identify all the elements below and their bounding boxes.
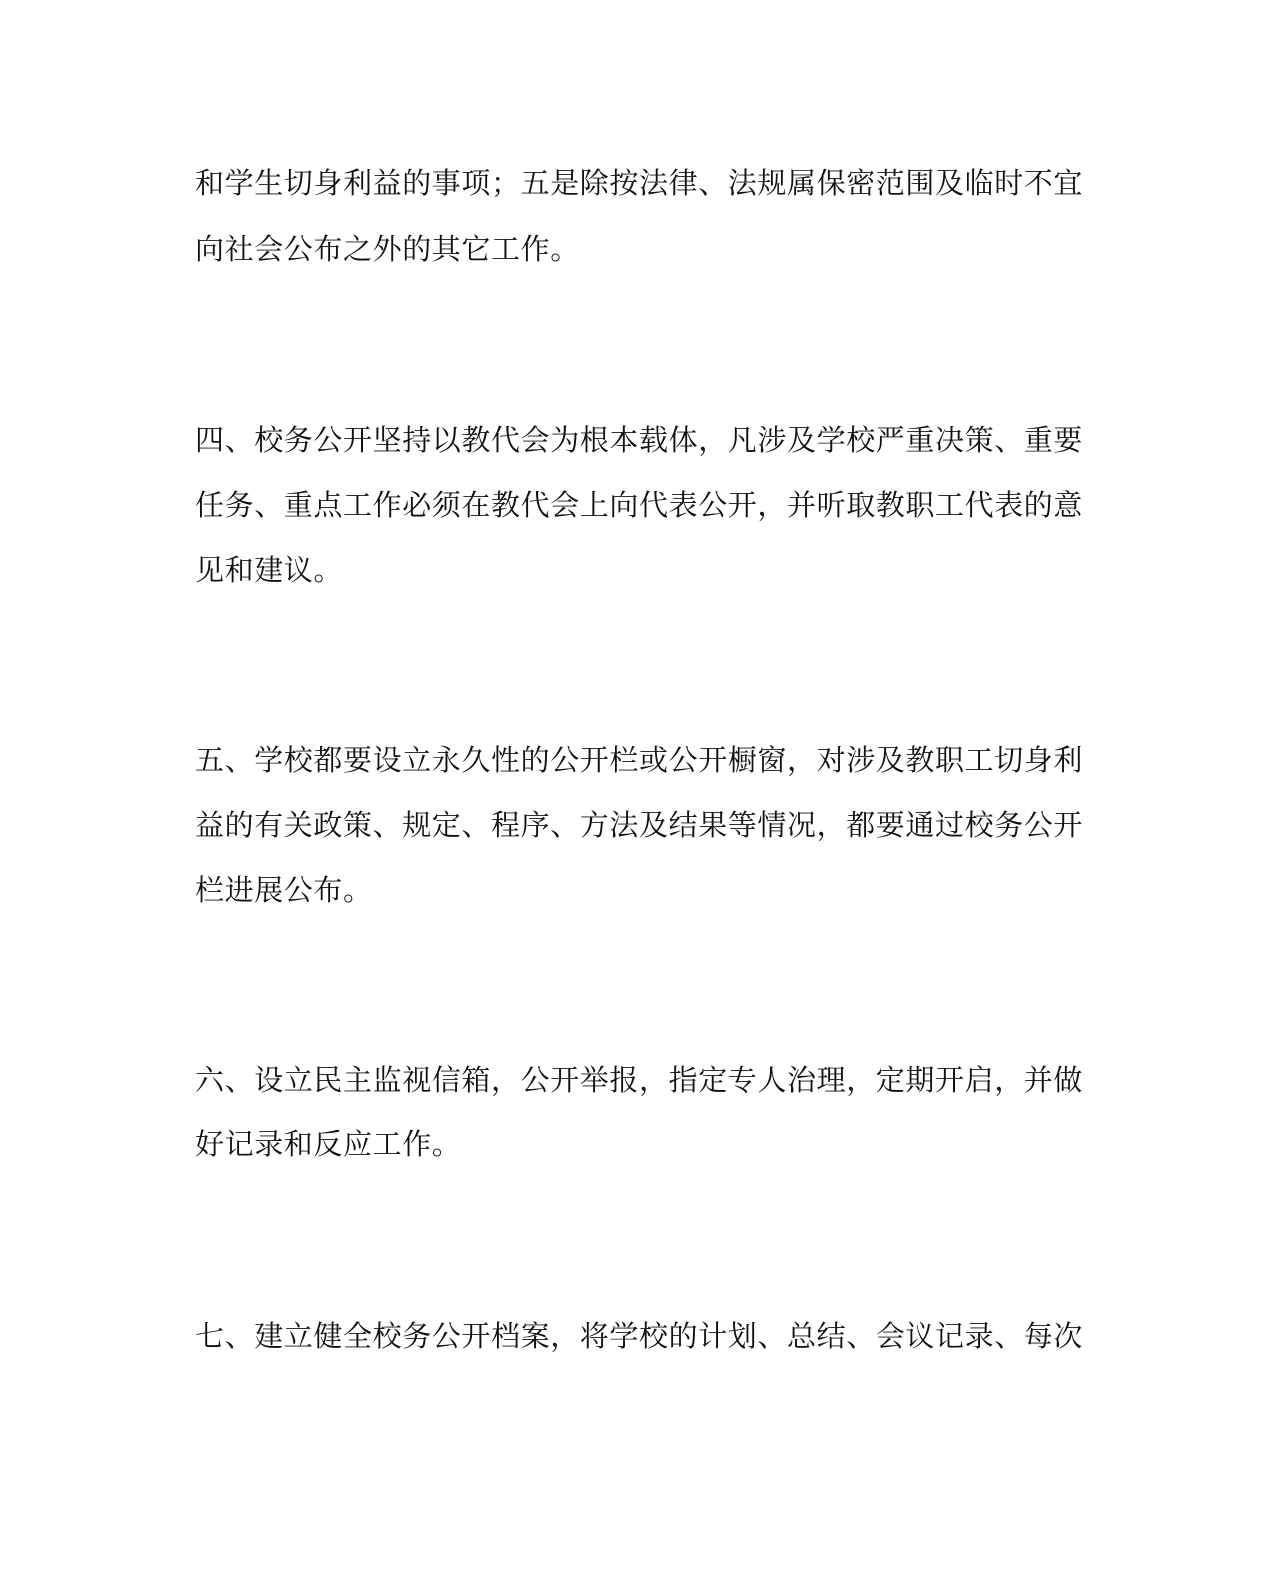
text-line: 四、校务公开坚持以教代会为根本载体，凡涉及学校严重决策、重要 [195,423,1084,457]
text-line: 见和建议。 [195,553,344,587]
text-line: 和学生切身利益的事项；五是除按法律、法规属保密范围及临时不宜 [195,166,1084,200]
text-line: 向社会公布之外的其它工作。 [195,232,580,266]
text-line: 好记录和反应工作。 [195,1127,462,1161]
text-line: 益的有关政策、规定、程序、方法及结果等情况，都要通过校务公开 [195,808,1084,842]
text-line: 七、建立健全校务公开档案，将学校的计划、总结、会议记录、每次 [195,1319,1084,1353]
text-line: 六、设立民主监视信箱，公开举报，指定专人治理，定期开启，并做 [195,1063,1084,1097]
text-line: 任务、重点工作必须在教代会上向代表公开，并听取教职工代表的意 [195,488,1084,522]
text-line: 五、学校都要设立永久性的公开栏或公开橱窗，对涉及教职工切身利 [195,743,1084,777]
text-line: 栏进展公布。 [195,873,373,907]
